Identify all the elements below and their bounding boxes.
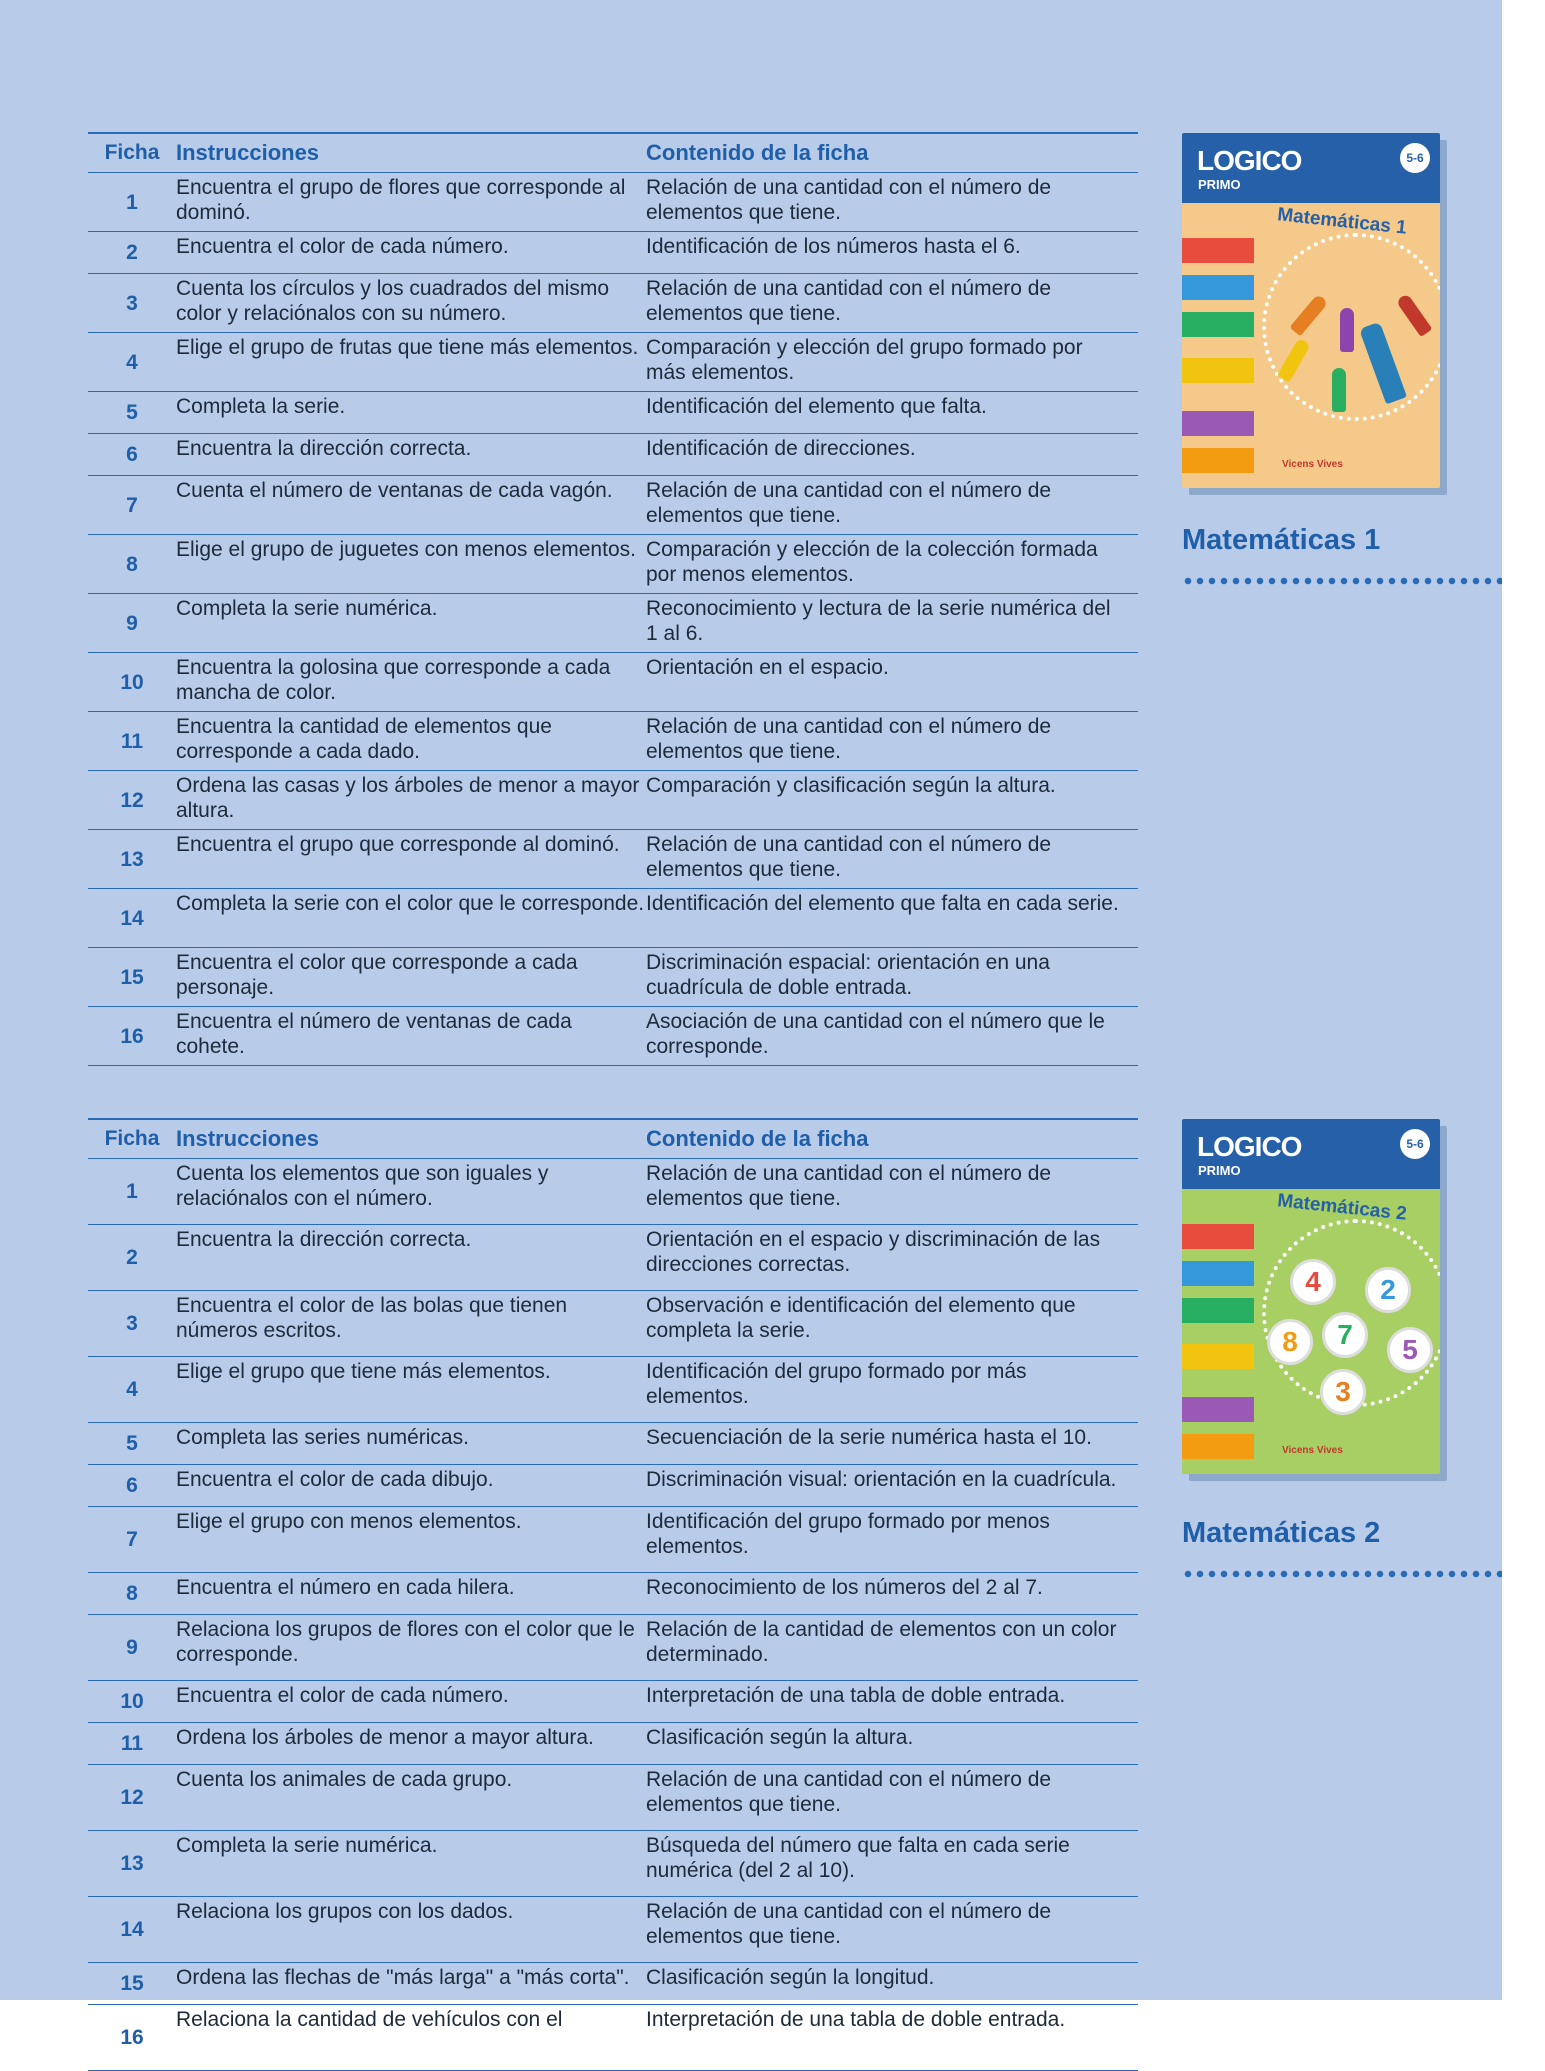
cover-strip (1182, 1434, 1254, 1459)
ficha-number: 9 (126, 1636, 138, 1659)
logico-logo: LOGICO (1197, 1131, 1302, 1162)
cover-strip (1182, 358, 1254, 383)
ficha-number: 4 (126, 350, 138, 374)
book-cover-matematicas-2 (1182, 1119, 1440, 1474)
cover-strip (1182, 1298, 1254, 1323)
instruccion-cell: Encuentra el color de cada número. (176, 235, 509, 258)
age-badge: 5-6 (1400, 143, 1430, 173)
ficha-number: 14 (120, 906, 144, 930)
ficha-number: 5 (126, 1432, 138, 1455)
table-row (88, 1423, 1138, 1465)
cover-strip (1182, 275, 1254, 300)
header-instrucciones: Instrucciones (176, 1126, 320, 1151)
publisher-logo: Vicens Vives (1282, 1445, 1343, 1456)
ficha-number: 11 (120, 1732, 144, 1755)
instruccion-cell: Completa la serie. (176, 395, 346, 418)
contenido-cell: Identificación del elemento que falta. (646, 395, 987, 418)
table-row (88, 771, 1138, 830)
instruccion-cell: Ordena los árboles de menor a mayor altura. (176, 1726, 594, 1749)
ficha-number: 16 (120, 1024, 144, 1048)
ficha-number: 5 (126, 401, 138, 424)
ficha-number: 8 (126, 552, 138, 576)
table-row (88, 1615, 1138, 1681)
table-row (88, 889, 1138, 948)
ficha-number: 6 (126, 1474, 138, 1497)
age-badge: 5-6 (1400, 1129, 1430, 1159)
table-row (88, 1291, 1138, 1357)
table-row (88, 712, 1138, 771)
contenido-cell: Asociación de una cantidad con el número que le corresponde. (646, 1010, 1105, 1058)
cover-strip (1182, 1261, 1254, 1286)
instruccion-cell: Encuentra la golosina que corresponde a cada mancha de color. (176, 656, 611, 704)
contenido-cell: Relación de una cantidad con el número de elementos que tiene. (646, 1900, 1052, 1948)
cover-strip (1182, 1344, 1254, 1369)
number-ball: 4 (1290, 1259, 1336, 1305)
contenido-cell: Relación de una cantidad con el número de elementos que tiene. (646, 1162, 1052, 1210)
series-name: PRIMO (1198, 177, 1241, 192)
instruccion-cell: Encuentra la dirección correcta. (176, 1228, 472, 1251)
table-header (88, 1118, 1138, 1159)
cover-strip (1182, 238, 1254, 263)
contenido-cell: Discriminación visual: orientación en la cuadrícula. (646, 1468, 1117, 1491)
contenido-cell: Secuenciación de la serie numérica hasta el 10. (646, 1426, 1092, 1449)
contenido-cell: Orientación en el espacio. (646, 656, 889, 679)
contenido-cell: Observación e identificación del elemento que completa la serie. (646, 1294, 1076, 1342)
ficha-number: 2 (126, 241, 138, 264)
logico-logo: LOGICO (1197, 145, 1302, 176)
table-row (88, 1897, 1138, 1963)
instruccion-cell: Relaciona los grupos de flores con el color que le corresponde. (176, 1618, 635, 1666)
cover-strip (1182, 1224, 1254, 1249)
ficha-number: 7 (126, 1528, 138, 1551)
contenido-cell: Relación de una cantidad con el número de elementos que tiene. (646, 176, 1052, 224)
contenido-cell: Relación de una cantidad con el número de elementos que tiene. (646, 277, 1052, 325)
contenido-cell: Identificación del grupo formado por más elementos. (646, 1360, 1027, 1408)
cover-strip (1182, 411, 1254, 436)
instruccion-cell: Elige el grupo que tiene más elementos. (176, 1360, 551, 1383)
instruccion-cell: Relaciona los grupos con los dados. (176, 1900, 514, 1923)
ficha-number: 12 (120, 788, 144, 812)
header-contenido: Contenido de la ficha (646, 140, 869, 165)
cover-title: Matemáticas 1 (1276, 204, 1408, 239)
cover-strip (1182, 1397, 1254, 1422)
dotted-divider (1182, 1569, 1502, 1579)
instruccion-cell: Completa las series numéricas. (176, 1426, 469, 1449)
table-matematicas-1 (88, 132, 1138, 1066)
cover-title: Matemáticas 2 (1276, 1190, 1408, 1225)
table-row (88, 1007, 1138, 1066)
number-ball: 8 (1267, 1319, 1313, 1365)
contenido-cell: Relación de una cantidad con el número de elementos que tiene. (646, 479, 1052, 527)
instruccion-cell: Completa la serie numérica. (176, 1834, 438, 1857)
series-name: PRIMO (1198, 1163, 1241, 1178)
ficha-number: 13 (120, 1852, 144, 1875)
table-row (88, 476, 1138, 535)
instruccion-cell: Cuenta los animales de cada grupo. (176, 1768, 513, 1791)
table-row (88, 948, 1138, 1007)
contenido-cell: Interpretación de una tabla de doble entrada. (646, 2008, 1066, 2031)
ficha-number: 7 (126, 493, 138, 517)
cover-strip (1182, 312, 1254, 337)
instruccion-cell: Ordena las flechas de "más larga" a "más corta". (176, 1966, 630, 1989)
instruccion-cell: Cuenta el número de ventanas de cada vagón. (176, 479, 613, 502)
contenido-cell: Discriminación espacial: orientación en una cuadrícula de doble entrada. (646, 951, 1050, 999)
instruccion-cell: Encuentra el grupo de flores que corresponde al dominó. (176, 176, 626, 224)
table-row (88, 434, 1138, 476)
contenido-cell: Comparación y clasificación según la altura. (646, 774, 1056, 797)
ficha-number: 3 (126, 1312, 138, 1335)
number-ball: 2 (1365, 1267, 1411, 1313)
instruccion-cell: Elige el grupo con menos elementos. (176, 1510, 522, 1533)
contenido-cell: Relación de la cantidad de elementos con un color determinado. (646, 1618, 1117, 1666)
ficha-number: 10 (120, 670, 144, 694)
table-row (88, 1159, 1138, 1225)
dotted-divider (1182, 576, 1502, 586)
instruccion-cell: Completa la serie numérica. (176, 597, 438, 620)
table-row (88, 2005, 1138, 2071)
instruccion-cell: Relaciona la cantidad de vehículos con el (176, 2008, 563, 2031)
header-ficha: Ficha (104, 1127, 160, 1150)
table-row (88, 1225, 1138, 1291)
table-row (88, 653, 1138, 712)
table-row (88, 333, 1138, 392)
instruccion-cell: Encuentra el color que corresponde a cada personaje. (176, 951, 578, 999)
ficha-number: 16 (120, 2026, 144, 2049)
rocket-icon (1332, 368, 1346, 412)
header-ficha: Ficha (104, 141, 160, 164)
table-row (88, 232, 1138, 274)
contenido-cell: Búsqueda del número que falta en cada serie numérica (del 2 al 10). (646, 1834, 1070, 1882)
ficha-number: 15 (120, 1972, 144, 1995)
number-ball: 7 (1322, 1312, 1368, 1358)
table-row (88, 1681, 1138, 1723)
header-instrucciones: Instrucciones (176, 140, 320, 165)
contenido-cell: Identificación de los números hasta el 6. (646, 235, 1021, 258)
contenido-cell: Relación de una cantidad con el número de elementos que tiene. (646, 833, 1052, 881)
ficha-number: 8 (126, 1582, 138, 1605)
table-row (88, 1357, 1138, 1423)
instruccion-cell: Encuentra el grupo que corresponde al dominó. (176, 833, 620, 856)
contenido-cell: Reconocimiento y lectura de la serie numérica del 1 al 6. (646, 597, 1111, 645)
table-row (88, 1465, 1138, 1507)
publisher-logo: Vicens Vives (1282, 459, 1343, 470)
table-body (88, 173, 1138, 1066)
ficha-number: 13 (120, 847, 144, 871)
table-row (88, 1765, 1138, 1831)
ficha-number: 14 (120, 1918, 144, 1941)
table-row (88, 1573, 1138, 1615)
ficha-number: 12 (120, 1786, 144, 1809)
book-label: Matemáticas 2 (1182, 1517, 1381, 1549)
instruccion-cell: Encuentra el número de ventanas de cada cohete. (176, 1010, 572, 1058)
ficha-number: 11 (120, 729, 144, 753)
table-row (88, 594, 1138, 653)
contenido-cell: Interpretación de una tabla de doble entrada. (646, 1684, 1066, 1707)
number-ball: 3 (1320, 1369, 1366, 1415)
rocket-icon (1340, 308, 1354, 352)
ficha-number: 10 (120, 1690, 144, 1713)
cover-strip (1182, 448, 1254, 473)
instruccion-cell: Encuentra la cantidad de elementos que corresponde a cada dado. (176, 715, 552, 763)
instruccion-cell: Cuenta los círculos y los cuadrados del mismo color y relaciónalos con su número. (176, 277, 610, 325)
table-body (88, 1159, 1138, 2071)
book-label: Matemáticas 1 (1182, 524, 1381, 556)
contenido-cell: Reconocimiento de los números del 2 al 7. (646, 1576, 1043, 1599)
instruccion-cell: Completa la serie con el color que le corresponde. (176, 892, 645, 915)
instruccion-cell: Encuentra el número en cada hilera. (176, 1576, 515, 1599)
contenido-cell: Clasificación según la longitud. (646, 1966, 935, 1989)
instruccion-cell: Ordena las casas y los árboles de menor a mayor altura. (176, 774, 640, 822)
contenido-cell: Identificación del grupo formado por menos elementos. (646, 1510, 1050, 1558)
table-row (88, 1507, 1138, 1573)
contenido-cell: Relación de una cantidad con el número de elementos que tiene. (646, 1768, 1052, 1816)
instruccion-cell: Encuentra el color de cada dibujo. (176, 1468, 494, 1491)
ficha-number: 1 (126, 1180, 138, 1203)
contenido-cell: Identificación del elemento que falta en cada serie. (646, 892, 1119, 915)
instruccion-cell: Elige el grupo de juguetes con menos elementos. (176, 538, 636, 561)
instruccion-cell: Encuentra el color de cada número. (176, 1684, 509, 1707)
contenido-cell: Identificación de direcciones. (646, 437, 916, 460)
table-header (88, 132, 1138, 173)
table-row (88, 1831, 1138, 1897)
table-row (88, 392, 1138, 434)
instruccion-cell: Elige el grupo de frutas que tiene más elementos. (176, 336, 639, 359)
ficha-number: 15 (120, 965, 144, 989)
contenido-cell: Orientación en el espacio y discriminación de las direcciones correctas. (646, 1228, 1101, 1276)
instruccion-cell: Cuenta los elementos que son iguales y relaciónalos con el número. (176, 1162, 549, 1210)
instruccion-cell: Encuentra la dirección correcta. (176, 437, 472, 460)
table-row (88, 830, 1138, 889)
contenido-cell: Comparación y elección de la colección formada por menos elementos. (646, 538, 1098, 586)
contenido-cell: Clasificación según la altura. (646, 1726, 914, 1749)
header-contenido: Contenido de la ficha (646, 1126, 869, 1151)
table-row (88, 173, 1138, 232)
ficha-number: 1 (126, 190, 138, 214)
instruccion-cell: Encuentra el color de las bolas que tienen números escritos. (176, 1294, 568, 1342)
ficha-number: 6 (126, 443, 138, 466)
contenido-cell: Relación de una cantidad con el número de elementos que tiene. (646, 715, 1052, 763)
ficha-number: 4 (126, 1378, 138, 1401)
contenido-cell: Comparación y elección del grupo formado por más elementos. (646, 336, 1083, 384)
ficha-number: 2 (126, 1246, 138, 1269)
ficha-number: 9 (126, 611, 138, 635)
table-row (88, 1723, 1138, 1765)
table-row (88, 535, 1138, 594)
table-row (88, 274, 1138, 333)
ficha-number: 3 (126, 291, 138, 315)
table-row (88, 1963, 1138, 2005)
number-ball: 5 (1387, 1327, 1433, 1373)
book-cover-matematicas-1 (1182, 133, 1440, 488)
table-matematicas-2 (88, 1118, 1138, 2071)
